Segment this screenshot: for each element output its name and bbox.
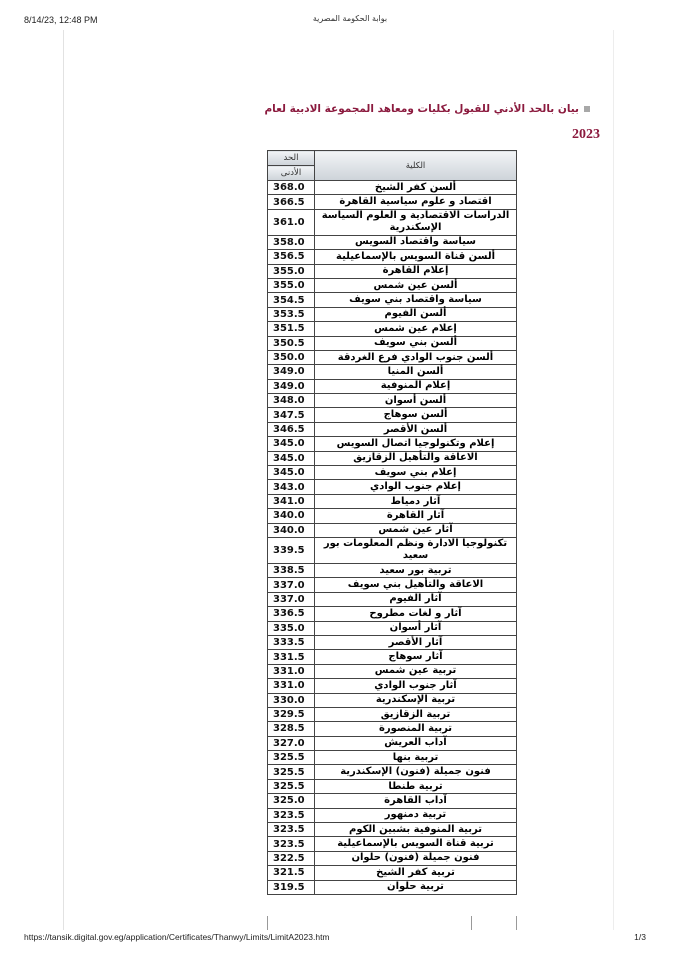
table-row	[268, 195, 517, 209]
min-score-cell: 366.5	[268, 195, 315, 209]
print-footer-page-number: 1/3	[634, 932, 646, 942]
table-row	[268, 607, 517, 621]
table-row	[268, 537, 517, 563]
column-divider	[471, 916, 472, 930]
faculty-name-cell: إعلام القاهرة	[315, 264, 517, 278]
column-header-score-line1: الحد	[268, 151, 315, 166]
table-row	[268, 751, 517, 765]
min-score-cell: 328.5	[268, 722, 315, 736]
min-score-cell: 333.5	[268, 635, 315, 649]
min-score-cell: 355.0	[268, 264, 315, 278]
faculty-name-cell: ألسن كفر الشيخ	[315, 181, 517, 195]
faculty-name-cell: تربية بور سعيد	[315, 563, 517, 577]
min-score-cell: 340.0	[268, 509, 315, 523]
faculty-name-cell: تربية عين شمس	[315, 664, 517, 678]
table-row	[268, 336, 517, 350]
column-header-score-line2: الأدنى	[268, 166, 315, 181]
min-score-cell: 351.5	[268, 322, 315, 336]
table-row	[268, 635, 517, 649]
min-score-cell: 319.5	[268, 880, 315, 894]
faculty-name-cell: آثار سوهاج	[315, 650, 517, 664]
document-title-text: بيان بالحد الأدني للقبول بكليات ومعاهد المجموعة الادبية لعام	[264, 103, 579, 115]
faculty-name-cell: إعلام بني سويف	[315, 466, 517, 480]
faculty-name-cell: ألسن جنوب الوادي فرع الغردقة	[315, 350, 517, 364]
min-score-cell: 340.0	[268, 523, 315, 537]
min-score-cell: 341.0	[268, 494, 315, 508]
min-score-cell: 335.0	[268, 621, 315, 635]
table-row	[268, 451, 517, 465]
faculty-name-cell: ألسن قناة السويس بالإسماعيلية	[315, 250, 517, 264]
faculty-name-cell: ألسن الأقصر	[315, 422, 517, 436]
faculty-name-cell: آثار عين شمس	[315, 523, 517, 537]
min-score-cell: 345.0	[268, 466, 315, 480]
min-score-cell: 323.5	[268, 837, 315, 851]
min-score-cell: 323.5	[268, 823, 315, 837]
table-row	[268, 480, 517, 494]
min-score-cell: 339.5	[268, 537, 315, 563]
table-row	[268, 235, 517, 249]
faculty-name-cell: آداب القاهرة	[315, 794, 517, 808]
faculty-name-cell: تربية طنطا	[315, 779, 517, 793]
table-row	[268, 679, 517, 693]
faculty-name-cell: آثار الأقصر	[315, 635, 517, 649]
faculty-name-cell: ألسن أسوان	[315, 394, 517, 408]
faculty-name-cell: تربية قناة السويس بالإسماعيلية	[315, 837, 517, 851]
min-score-cell: 325.0	[268, 794, 315, 808]
min-score-cell: 349.0	[268, 365, 315, 379]
faculty-name-cell: آثار جنوب الوادي	[315, 679, 517, 693]
min-score-cell: 325.5	[268, 779, 315, 793]
table-row	[268, 779, 517, 793]
min-score-cell: 361.0	[268, 209, 315, 235]
table-row	[268, 350, 517, 364]
min-score-cell: 325.5	[268, 765, 315, 779]
table-row	[268, 736, 517, 750]
min-score-cell: 355.0	[268, 278, 315, 292]
min-score-cell: 345.0	[268, 451, 315, 465]
faculty-name-cell: ألسن سوهاج	[315, 408, 517, 422]
faculty-name-cell: تربية بنها	[315, 751, 517, 765]
page-frame-right-border	[613, 30, 614, 930]
faculty-name-cell: تربية الزقازيق	[315, 707, 517, 721]
faculty-name-cell: تربية دمنهور	[315, 808, 517, 822]
print-header-datetime: 8/14/23, 12:48 PM	[24, 15, 98, 25]
min-score-cell: 348.0	[268, 394, 315, 408]
faculty-name-cell: سياسة واقتصاد بني سويف	[315, 293, 517, 307]
min-score-cell: 356.5	[268, 250, 315, 264]
table-row	[268, 264, 517, 278]
min-score-cell: 322.5	[268, 851, 315, 865]
faculty-name-cell: الاعاقة والتأهيل بني سويف	[315, 578, 517, 592]
min-score-cell: 347.5	[268, 408, 315, 422]
table-row	[268, 437, 517, 451]
table-row	[268, 209, 517, 235]
min-score-cell: 349.0	[268, 379, 315, 393]
table-row	[268, 466, 517, 480]
faculty-name-cell: تكنولوجيا الادارة ونظم المعلومات بور سعيد	[315, 537, 517, 563]
table-row	[268, 823, 517, 837]
min-score-cell: 358.0	[268, 235, 315, 249]
table-row	[268, 650, 517, 664]
faculty-name-cell: تربية كفر الشيخ	[315, 866, 517, 880]
faculty-name-cell: اقتصاد و علوم سياسية القاهرة	[315, 195, 517, 209]
square-bullet-icon	[584, 106, 590, 112]
table-row	[268, 765, 517, 779]
faculty-name-cell: آثار الفيوم	[315, 592, 517, 606]
faculty-name-cell: آثار دمياط	[315, 494, 517, 508]
table-row	[268, 794, 517, 808]
min-score-cell: 345.0	[268, 437, 315, 451]
table-row	[268, 250, 517, 264]
min-score-cell: 354.5	[268, 293, 315, 307]
table-row	[268, 808, 517, 822]
min-scores-table-wrap	[267, 150, 517, 895]
faculty-name-cell: تربية المنوفية بشبين الكوم	[315, 823, 517, 837]
document-title-year: 2023	[572, 127, 600, 142]
faculty-name-cell: فنون جميلة (فنون) الإسكندرية	[315, 765, 517, 779]
faculty-name-cell: ألسن المنيا	[315, 365, 517, 379]
table-row	[268, 494, 517, 508]
min-score-cell: 346.5	[268, 422, 315, 436]
column-header-faculty: الكلية	[315, 151, 517, 181]
min-score-cell: 350.5	[268, 336, 315, 350]
table-row	[268, 422, 517, 436]
table-row	[268, 307, 517, 321]
faculty-name-cell: إعلام المنوفية	[315, 379, 517, 393]
faculty-name-cell: الدراسات الاقتصادية و العلوم السياسة الإسكندرية	[315, 209, 517, 235]
table-row	[268, 509, 517, 523]
min-score-cell: 331.0	[268, 679, 315, 693]
table-row	[268, 181, 517, 195]
faculty-name-cell: ألسن الفيوم	[315, 307, 517, 321]
min-score-cell: 353.5	[268, 307, 315, 321]
table-row	[268, 621, 517, 635]
min-score-cell: 330.0	[268, 693, 315, 707]
table-row	[268, 523, 517, 537]
min-scores-table	[267, 150, 517, 895]
min-score-cell: 343.0	[268, 480, 315, 494]
faculty-name-cell: فنون جميلة (فنون) حلوان	[315, 851, 517, 865]
print-footer-url: https://tansik.digital.gov.eg/application/Certificates/Thanwy/Limits/LimitA2023.htm	[24, 932, 330, 942]
faculty-name-cell: الاعاقة والتأهيل الزقازيق	[315, 451, 517, 465]
table-row	[268, 851, 517, 865]
faculty-name-cell: إعلام وتكنولوجيا اتصال السويس	[315, 437, 517, 451]
faculty-name-cell: سياسة واقتصاد السويس	[315, 235, 517, 249]
min-score-cell: 336.5	[268, 607, 315, 621]
table-row	[268, 379, 517, 393]
print-header-page-title: بوابة الحكومة المصرية	[312, 14, 388, 23]
table-row	[268, 394, 517, 408]
faculty-name-cell: آثار و لغات مطروح	[315, 607, 517, 621]
table-row	[268, 365, 517, 379]
table-row	[268, 866, 517, 880]
min-score-cell: 329.5	[268, 707, 315, 721]
faculty-name-cell: آثار القاهرة	[315, 509, 517, 523]
table-row	[268, 408, 517, 422]
min-score-cell: 350.0	[268, 350, 315, 364]
table-row	[268, 707, 517, 721]
faculty-name-cell: تربية المنصورة	[315, 722, 517, 736]
faculty-name-cell: آداب العريش	[315, 736, 517, 750]
page-frame-left-border	[63, 30, 64, 930]
min-score-cell: 331.0	[268, 664, 315, 678]
faculty-name-cell: إعلام جنوب الوادي	[315, 480, 517, 494]
table-row	[268, 837, 517, 851]
faculty-name-cell: آثار أسوان	[315, 621, 517, 635]
table-row	[268, 880, 517, 894]
table-row	[268, 322, 517, 336]
faculty-name-cell: تربية الإسكندرية	[315, 693, 517, 707]
min-score-cell: 337.0	[268, 578, 315, 592]
table-row	[268, 664, 517, 678]
table-row	[268, 278, 517, 292]
table-row	[268, 563, 517, 577]
table-row	[268, 592, 517, 606]
min-score-cell: 368.0	[268, 181, 315, 195]
document-title	[264, 103, 590, 115]
min-score-cell: 323.5	[268, 808, 315, 822]
table-body	[268, 181, 517, 895]
min-score-cell: 325.5	[268, 751, 315, 765]
table-row	[268, 578, 517, 592]
faculty-name-cell: إعلام عين شمس	[315, 322, 517, 336]
faculty-name-cell: ألسن عين شمس	[315, 278, 517, 292]
table-header-row-1	[268, 151, 517, 166]
min-score-cell: 331.5	[268, 650, 315, 664]
min-score-cell: 327.0	[268, 736, 315, 750]
min-score-cell: 337.0	[268, 592, 315, 606]
min-score-cell: 338.5	[268, 563, 315, 577]
table-trailing-space	[267, 916, 517, 930]
table-row	[268, 293, 517, 307]
min-score-cell: 321.5	[268, 866, 315, 880]
table-row	[268, 693, 517, 707]
table-row	[268, 722, 517, 736]
faculty-name-cell: ألسن بني سويف	[315, 336, 517, 350]
faculty-name-cell: تربية حلوان	[315, 880, 517, 894]
